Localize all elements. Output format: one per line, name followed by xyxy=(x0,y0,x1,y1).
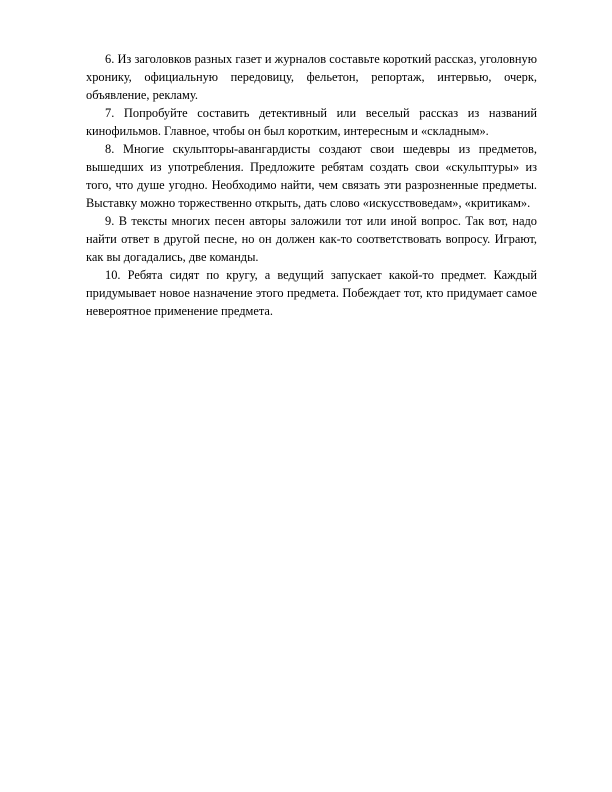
item-text: Ребята сидят по кругу, а ведущий запускает какой-то предмет. Каждый придумывает новое назначение этого предмета. Побеждает тот, кто придумает самое невероятное применение предмета. xyxy=(86,268,537,318)
list-item xyxy=(86,266,537,320)
item-number: 7. xyxy=(105,106,115,120)
item-number: 8. xyxy=(105,142,115,156)
list-item xyxy=(86,212,537,266)
item-text: Попробуйте составить детективный или веселый рассказ из названий кинофильмов. Главное, чтобы он был коротким, интересным и «складным». xyxy=(86,106,537,138)
item-text: Многие скульпторы-авангардисты создают свои шедевры из предметов, вышедших из употребления. Предложите ребятам создать свои «скульптуры» из того, что душе угодно. Необходимо найти, чем связать эти разрозненные предметы. Выставку можно торжественно открыть, дать слово «искусствоведам», «критикам». xyxy=(86,142,537,210)
item-number: 6. xyxy=(105,52,115,66)
item-number: 9. xyxy=(105,214,115,228)
list-item xyxy=(86,104,537,140)
item-number: 10. xyxy=(105,268,121,282)
document-body xyxy=(86,50,537,320)
item-text: В тексты многих песен авторы заложили тот или иной вопрос. Так вот, надо найти ответ в другой песне, но он должен как-то соответствовать вопросу. Играют, как вы догадались, две команды. xyxy=(86,214,537,264)
item-text: Из заголовков разных газет и журналов составьте короткий рассказ, уголовную хронику, официальную передовицу, фельетон, репортаж, интервью, очерк, объявление, рекламу. xyxy=(86,52,537,102)
list-item xyxy=(86,140,537,212)
list-item xyxy=(86,50,537,104)
